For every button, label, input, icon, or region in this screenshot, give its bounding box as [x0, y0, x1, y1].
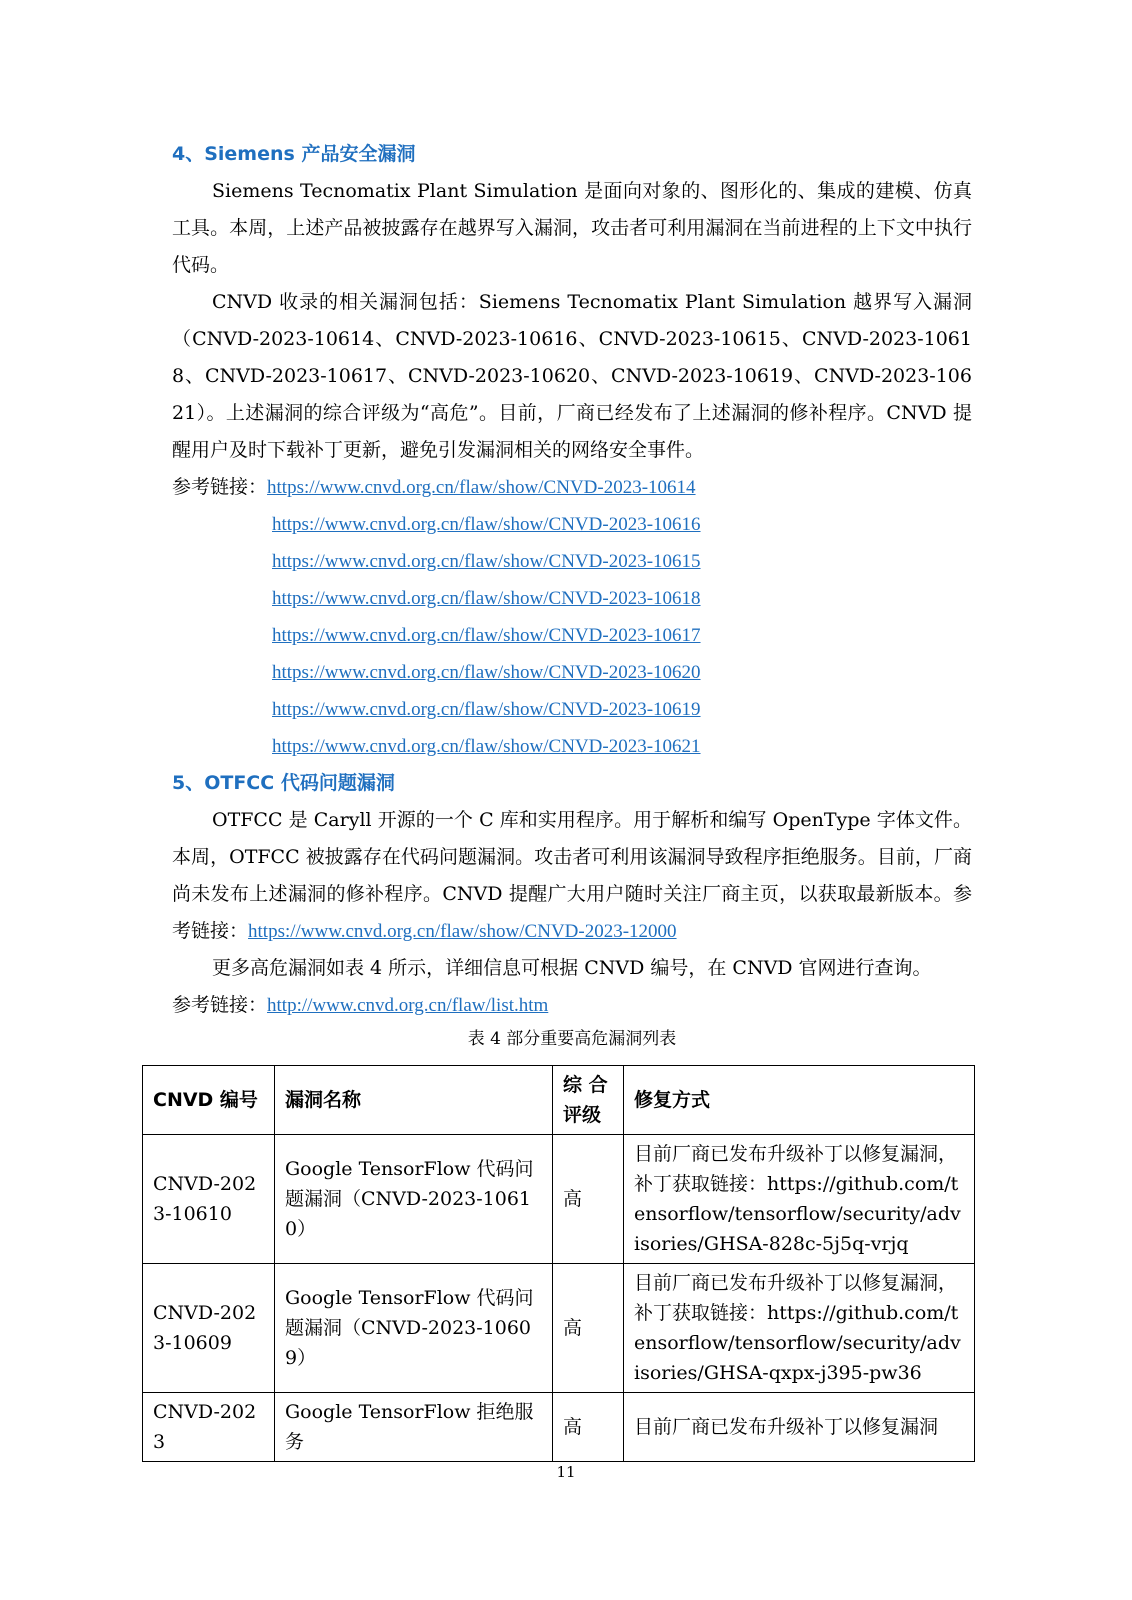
vuln-name-cell: Google TensorFlow 拒绝服务 — [275, 1393, 553, 1462]
list-item — [272, 728, 972, 765]
table-row — [143, 1393, 975, 1462]
ref-link-7[interactable]: https://www.cnvd.org.cn/flaw/show/CNVD-2023-10619 — [272, 699, 701, 720]
page-number: 11 — [556, 1463, 576, 1481]
cnvd-id-cell: CNVD-2023-10609 — [143, 1264, 275, 1393]
rating-cell: 高 — [553, 1135, 624, 1264]
ref-link-5[interactable]: https://www.cnvd.org.cn/flaw/show/CNVD-2023-10617 — [272, 625, 701, 646]
rating-cell: 高 — [553, 1393, 624, 1462]
col-header-name: 漏洞名称 — [275, 1066, 553, 1135]
vulnerability-table — [142, 1065, 975, 1462]
list-item — [272, 691, 972, 728]
list-item — [272, 506, 972, 543]
section-5-ref-link[interactable]: https://www.cnvd.org.cn/flaw/show/CNVD-2023-12000 — [248, 921, 677, 942]
section-5-intro-text: OTFCC 是 Caryll 开源的一个 C 库和实用程序。用于解析和编写 OpenType 字体文件。本周，OTFCC 被披露存在代码问题漏洞。攻击者可利用该漏洞导致程序拒绝服务。目前，厂商尚未发布上述漏洞的修补程序。CNVD 提醒广大用户随时关注厂商主页，以获取最新版本。参考链接： — [172, 809, 972, 942]
rating-cell: 高 — [553, 1264, 624, 1393]
ref-link-6[interactable]: https://www.cnvd.org.cn/flaw/show/CNVD-2023-10620 — [272, 662, 701, 683]
table-row — [143, 1264, 975, 1393]
table-caption: 表 4 部分重要高危漏洞列表 — [467, 1029, 677, 1049]
ref-label: 参考链接： — [172, 994, 268, 1016]
main-content — [172, 136, 972, 1054]
fix-cell: 目前厂商已发布升级补丁以修复漏洞，补丁获取链接：https://github.com/tensorflow/tensorflow/security/advisories/GHSA-828c-5j5q-vrjq — [624, 1135, 975, 1264]
fix-cell: 目前厂商已发布升级补丁以修复漏洞，补丁获取链接：https://github.com/tensorflow/tensorflow/security/advisories/GHSA-qxpx-j395-pw36 — [624, 1264, 975, 1393]
ref-link-3[interactable]: https://www.cnvd.org.cn/flaw/show/CNVD-2023-10615 — [272, 551, 701, 572]
section-5-ref-line — [172, 987, 972, 1024]
ref-link-list — [172, 506, 972, 765]
table-header-row — [143, 1066, 975, 1135]
ref-link-4[interactable]: https://www.cnvd.org.cn/flaw/show/CNVD-2023-10618 — [272, 588, 701, 609]
ref-link-1[interactable]: https://www.cnvd.org.cn/flaw/show/CNVD-2023-10614 — [267, 477, 696, 498]
flaw-list-link[interactable]: http://www.cnvd.org.cn/flaw/list.htm — [267, 995, 549, 1016]
section-4-intro: Siemens Tecnomatix Plant Simulation 是面向对象的、图形化的、集成的建模、仿真工具。本周，上述产品被披露存在越界写入漏洞，攻击者可利用漏洞在当前进程的上下文中执行代码。 — [172, 180, 972, 276]
list-item — [272, 543, 972, 580]
vuln-name-cell: Google TensorFlow 代码问题漏洞（CNVD-2023-10610） — [275, 1135, 553, 1264]
section-4-details: CNVD 收录的相关漏洞包括：Siemens Tecnomatix Plant Simulation 越界写入漏洞（CNVD-2023-10614、CNVD-2023-10616、CNVD-2023-10615、CNVD-2023-10618、CNVD-2023-10617、CNVD-2023-10620、CNVD-2023-10619、CNVD-2023-10621）。上述漏洞的综合评级为“高危”。目前，厂商已经发布了上述漏洞的修补程序。CNVD 提醒用户及时下载补丁更新，避免引发漏洞相关的网络安全事件。 — [172, 291, 972, 461]
section-5-intro — [172, 802, 972, 950]
col-header-rating: 综 合评级 — [553, 1066, 624, 1135]
col-header-fix: 修复方式 — [624, 1066, 975, 1135]
fix-cell: 目前厂商已发布升级补丁以修复漏洞 — [624, 1393, 975, 1462]
ref-link-2[interactable]: https://www.cnvd.org.cn/flaw/show/CNVD-2023-10616 — [272, 514, 701, 535]
list-item — [272, 580, 972, 617]
section-4-heading: 4、Siemens 产品安全漏洞 — [172, 143, 416, 165]
vuln-name-cell: Google TensorFlow 代码问题漏洞（CNVD-2023-10609） — [275, 1264, 553, 1393]
section-5-heading: 5、OTFCC 代码问题漏洞 — [172, 772, 395, 794]
section-4-ref-line — [172, 469, 972, 506]
list-item — [272, 617, 972, 654]
ref-label: 参考链接： — [172, 476, 268, 498]
col-header-cnvd-id: CNVD 编号 — [143, 1066, 275, 1135]
cnvd-id-cell: CNVD-2023 — [143, 1393, 275, 1462]
list-item — [272, 654, 972, 691]
table-row — [143, 1135, 975, 1264]
section-5-more: 更多高危漏洞如表 4 所示，详细信息可根据 CNVD 编号，在 CNVD 官网进行查询。 — [212, 957, 932, 979]
cnvd-id-cell: CNVD-2023-10610 — [143, 1135, 275, 1264]
ref-link-8[interactable]: https://www.cnvd.org.cn/flaw/show/CNVD-2023-10621 — [272, 736, 701, 757]
